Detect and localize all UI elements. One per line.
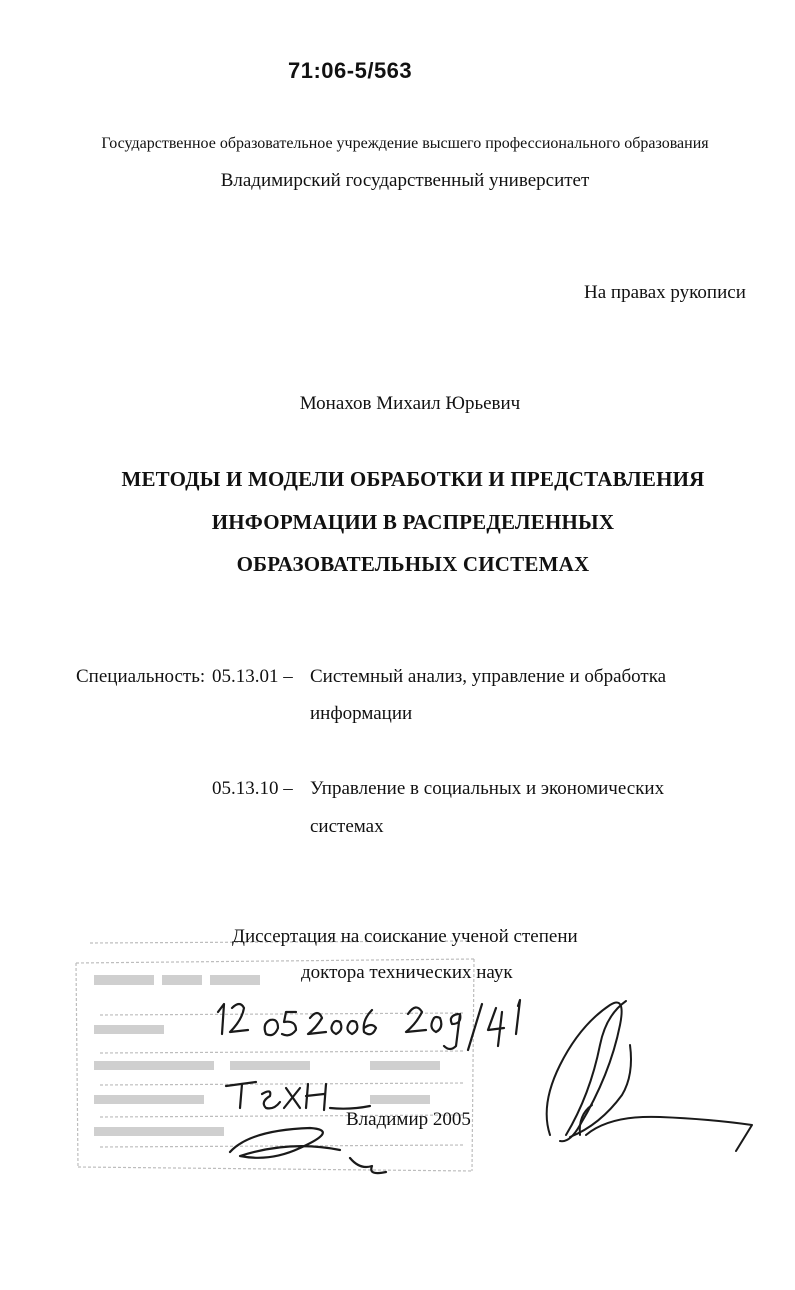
- rights-note: На правах рукописи: [584, 282, 746, 303]
- dissertation-title-line: ИНФОРМАЦИИ В РАСПРЕДЕЛЕННЫХ: [211, 510, 615, 534]
- author-name: Монахов Михаил Юрьевич: [299, 393, 521, 414]
- specialty-code: 05.13.10 –: [212, 778, 293, 799]
- specialty-name-continued: системах: [310, 816, 384, 837]
- specialty-name: Управление в социальных и экономических: [310, 778, 665, 799]
- degree-line-continued: доктора технических наук: [301, 962, 513, 983]
- city-year: Владимир 2005: [346, 1109, 471, 1130]
- dissertation-title-line: МЕТОДЫ И МОДЕЛИ ОБРАБОТКИ И ПРЕДСТАВЛЕНИЯ: [121, 467, 705, 491]
- handwritten-entries: [200, 990, 540, 1180]
- university-name: Владимирский государственный университет: [220, 170, 590, 191]
- specialty-label: Специальность:: [76, 666, 206, 687]
- specialty-name-continued: информации: [310, 703, 413, 724]
- dissertation-title-line: ОБРАЗОВАТЕЛЬНЫХ СИСТЕМАХ: [236, 552, 590, 576]
- specialty-name: Системный анализ, управление и обработка: [310, 666, 667, 687]
- specialty-code: 05.13.01 –: [212, 666, 293, 687]
- catalog-number: 71:06-5/563: [288, 58, 413, 83]
- degree-line: Диссертация на соискание ученой степени: [232, 926, 578, 947]
- author-signature: [530, 985, 760, 1155]
- institution-name: Государственное образовательное учреждение высшего профессионального образования: [101, 135, 709, 152]
